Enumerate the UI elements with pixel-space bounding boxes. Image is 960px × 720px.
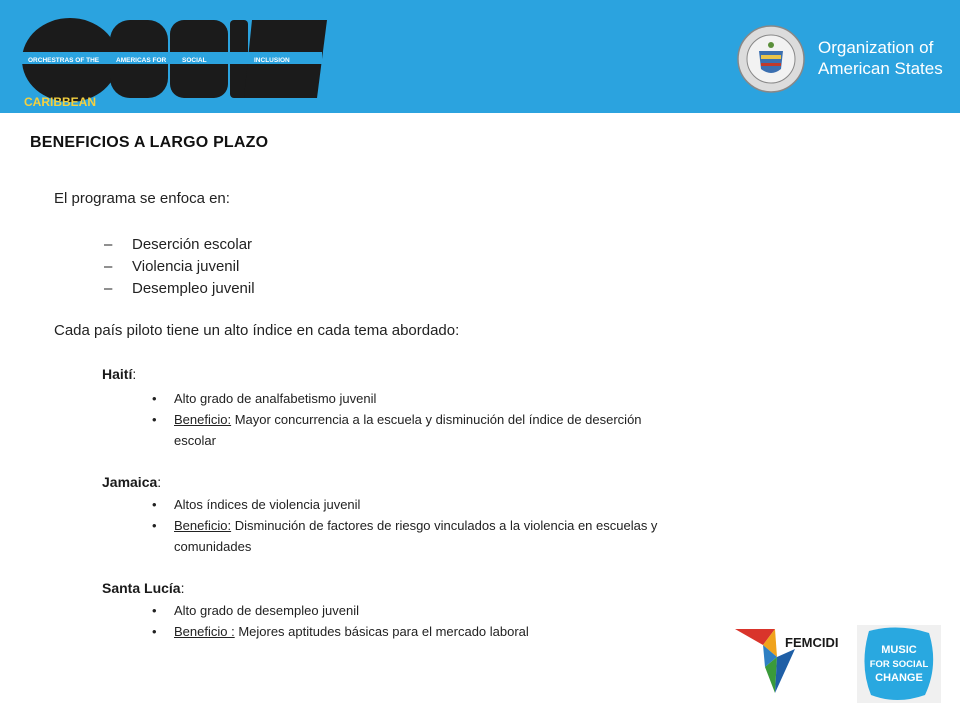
bullet-marker: •	[152, 412, 157, 427]
country-colon: :	[132, 366, 137, 382]
oas-name-line1: Organization of	[818, 38, 934, 57]
list-item	[152, 409, 672, 451]
oas-name-line2: American States	[818, 59, 943, 78]
intro-text: El programa se enfoca en:	[54, 190, 230, 207]
bullet-marker: •	[152, 624, 157, 639]
country-haiti-list	[152, 388, 672, 451]
item-text: Altos índices de violencia juvenil	[174, 497, 361, 512]
focus-item-label: Violencia juvenil	[132, 258, 240, 275]
item-text: Alto grado de desempleo juvenil	[174, 603, 360, 618]
country-colon: :	[180, 580, 185, 596]
oas-name	[818, 37, 958, 79]
list-item	[152, 600, 672, 621]
music-line2: FOR SOCIAL	[869, 659, 929, 670]
list-item	[152, 621, 672, 642]
country-santa-lucia-heading	[102, 580, 184, 596]
focus-item-label: Deserción escolar	[132, 236, 253, 253]
oas-seal-icon	[737, 25, 805, 93]
country-haiti-heading	[102, 366, 136, 382]
item-text: Mayor concurrencia a la escuela y disminución del índice de deserción escolar	[174, 412, 642, 448]
item-text: Alto grado de analfabetismo juvenil	[174, 391, 377, 406]
dash-marker: –	[104, 236, 113, 253]
bullet-marker: •	[152, 391, 157, 406]
oasis-segment-2: AMERICAS FOR	[116, 57, 167, 64]
oasis-segment-3: SOCIAL	[182, 57, 207, 64]
focus-item-label: Desempleo juvenil	[132, 280, 255, 297]
femcidi-label: FEMCIDI	[785, 635, 839, 650]
focus-item	[104, 234, 255, 256]
oasis-segment-4: INCLUSION	[254, 57, 290, 64]
oasis-region: CARIBBEAN	[24, 95, 96, 109]
country-name: Santa Lucía	[102, 580, 181, 596]
country-jamaica-heading	[102, 474, 161, 490]
oasis-logo	[22, 18, 332, 110]
header-banner	[0, 0, 960, 113]
bullet-marker: •	[152, 518, 157, 533]
country-name: Haití	[102, 366, 133, 382]
benefit-label: Beneficio:	[174, 518, 232, 533]
benefit-label: Beneficio :	[174, 624, 235, 639]
pilot-text: Cada país piloto tiene un alto índice en cada tema abordado:	[54, 322, 460, 339]
country-jamaica-list	[152, 494, 672, 557]
item-text: Mejores aptitudes básicas para el mercado laboral	[234, 624, 529, 639]
femcidi-logo	[735, 627, 853, 695]
benefit-label: Beneficio:	[174, 412, 232, 427]
dash-marker: –	[104, 258, 113, 275]
item-text: Disminución de factores de riesgo vinculados a la violencia en escuelas y comunidades	[174, 518, 658, 554]
focus-item	[104, 278, 255, 300]
list-item	[152, 388, 672, 409]
bullet-marker: •	[152, 603, 157, 618]
oasis-segment-1: ORCHESTRAS OF THE	[28, 57, 100, 64]
dash-marker: –	[104, 280, 113, 297]
music-line3: CHANGE	[875, 672, 923, 684]
slide-title: BENEFICIOS A LARGO PLAZO	[30, 134, 269, 151]
list-item	[152, 515, 672, 557]
music-for-social-change-logo	[857, 625, 941, 703]
music-badge-icon	[857, 625, 941, 703]
bullet-marker: •	[152, 497, 157, 512]
country-name: Jamaica	[102, 474, 158, 490]
focus-list	[104, 234, 255, 300]
country-santa-lucia-list	[152, 600, 672, 642]
country-colon: :	[157, 474, 162, 490]
list-item	[152, 494, 672, 515]
focus-item	[104, 256, 255, 278]
music-line1: MUSIC	[881, 644, 917, 656]
